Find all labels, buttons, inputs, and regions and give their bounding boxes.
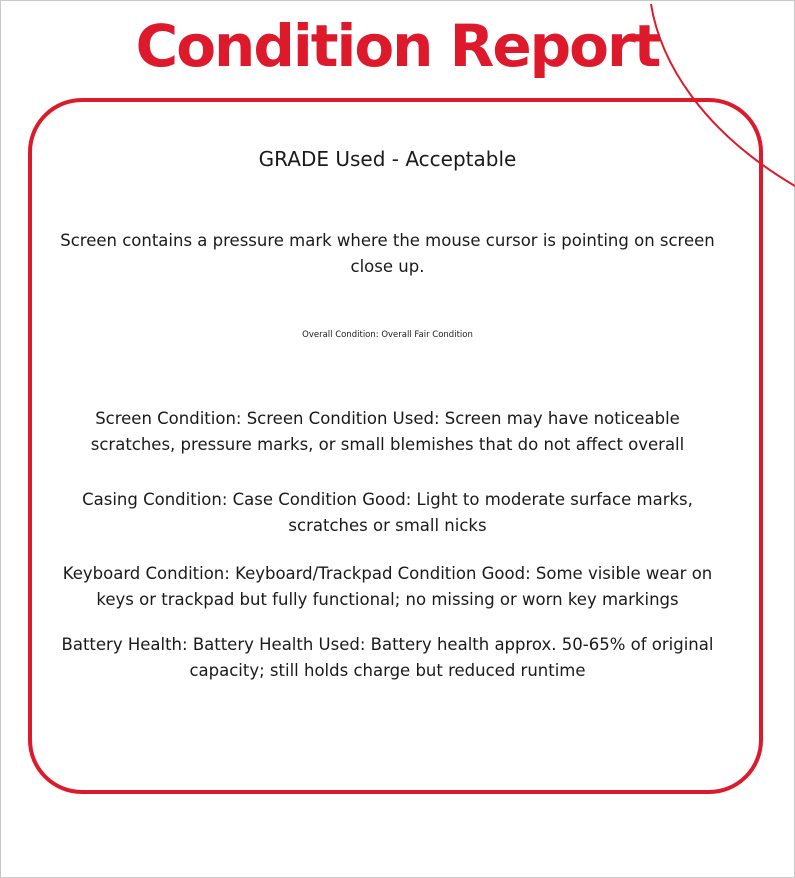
keyboard-condition: Keyboard Condition: Keyboard/Trackpad Condition Good: Some visible wear on keys or trackpad but fully functional; no missing or worn key markings (62, 564, 713, 609)
overall-condition: Overall Condition: Overall Fair Condition (302, 330, 473, 340)
casing-condition: Casing Condition: Case Condition Good: Light to moderate surface marks, scratches or small nicks (82, 490, 693, 535)
screen-condition: Screen Condition: Screen Condition Used: Screen may have noticeable scratches, pressure marks, or small blemishes that do not affect overall (90, 409, 685, 454)
screen-note: Screen contains a pressure mark where the mouse cursor is pointing on screen close up. (60, 231, 715, 276)
report-title: Condition Report (135, 12, 660, 80)
battery-health: Battery Health: Battery Health Used: Battery health approx. 50-65% of original capacity; still holds charge but reduced runtime (61, 635, 714, 680)
grade-heading: GRADE Used - Acceptable (258, 147, 517, 171)
